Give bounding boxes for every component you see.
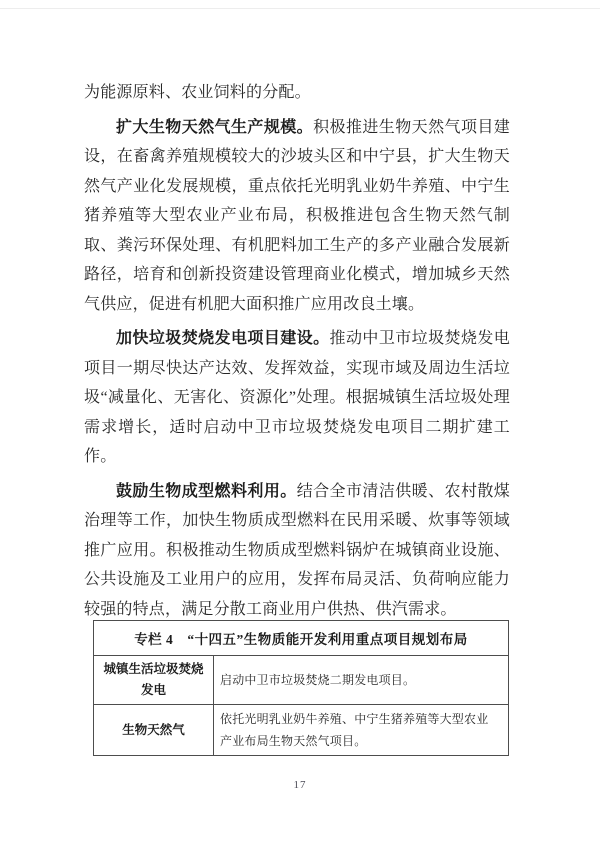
- body-text: [84, 78, 510, 629]
- description-cell: 启动中卫市垃圾焚烧二期发电项目。: [214, 656, 509, 705]
- paragraph: [84, 477, 510, 625]
- paragraph-text: 结合全市清洁供暖、农村散煤治理等工作，加快生物质成型燃料在民用采暖、炊事等领域推广应用。积极推动生物质成型燃料锅炉在城镇商业设施、公共设施及工业用户的应用，发挥布局灵活、负荷响应能力较强的特点，满足分散工商业用户供热、供汽需求。: [84, 482, 510, 618]
- panel-label: 专栏 4: [134, 632, 174, 647]
- paragraph-lead: 扩大生物天然气生产规模。: [116, 118, 314, 136]
- table-row: [94, 656, 509, 705]
- category-cell: 城镇生活垃圾焚烧发电: [94, 656, 214, 705]
- paragraph-lead: 鼓励生物成型燃料利用。: [116, 482, 297, 500]
- project-panel-table: [93, 620, 509, 756]
- panel-title: “十四五”生物质能开发利用重点项目规划布局: [187, 632, 468, 647]
- paragraph: [84, 78, 510, 108]
- description-cell: 依托光明乳业奶牛养殖、中宁生猪养殖等大型农业产业布局生物天然气项目。: [214, 705, 509, 756]
- table-header-cell: [94, 621, 509, 656]
- paragraph-lead: 加快垃圾焚烧发电项目建设。: [116, 330, 330, 347]
- table-row: [94, 705, 509, 756]
- paragraph: [84, 324, 510, 472]
- paragraph: [84, 113, 510, 320]
- category-cell: 生物天然气: [94, 705, 214, 756]
- page-number: 17: [293, 779, 307, 791]
- scan-edge-artifact: [0, 8, 600, 9]
- paragraph-text: 积极推进生物天然气项目建设，在畜禽养殖规模较大的沙坡头区和中宁县，扩大生物天然气产业化发展规模，重点依托光明乳业奶牛养殖、中宁生猪养殖等大型农业产业布局，积极推进包含生物天然气制取、粪污环保处理、有机肥料加工生产的多产业融合发展新路径，培育和创新投资建设管理商业化模式，增加城乡天然气供应，促进有机肥大面积推广应用改良土壤。: [84, 118, 510, 313]
- paragraph-text: 为能源原料、农业饲料的分配。: [84, 84, 311, 101]
- paragraph-text: 推动中卫市垃圾焚烧发电项目一期尽快达产达效、发挥效益，实现市域及周边生活垃圾“减量化、无害化、资源化”处理。根据城镇生活垃圾处理需求增长，适时启动中卫市垃圾焚烧发电项目二期扩建工作。: [84, 330, 511, 465]
- table-header-row: [94, 621, 509, 656]
